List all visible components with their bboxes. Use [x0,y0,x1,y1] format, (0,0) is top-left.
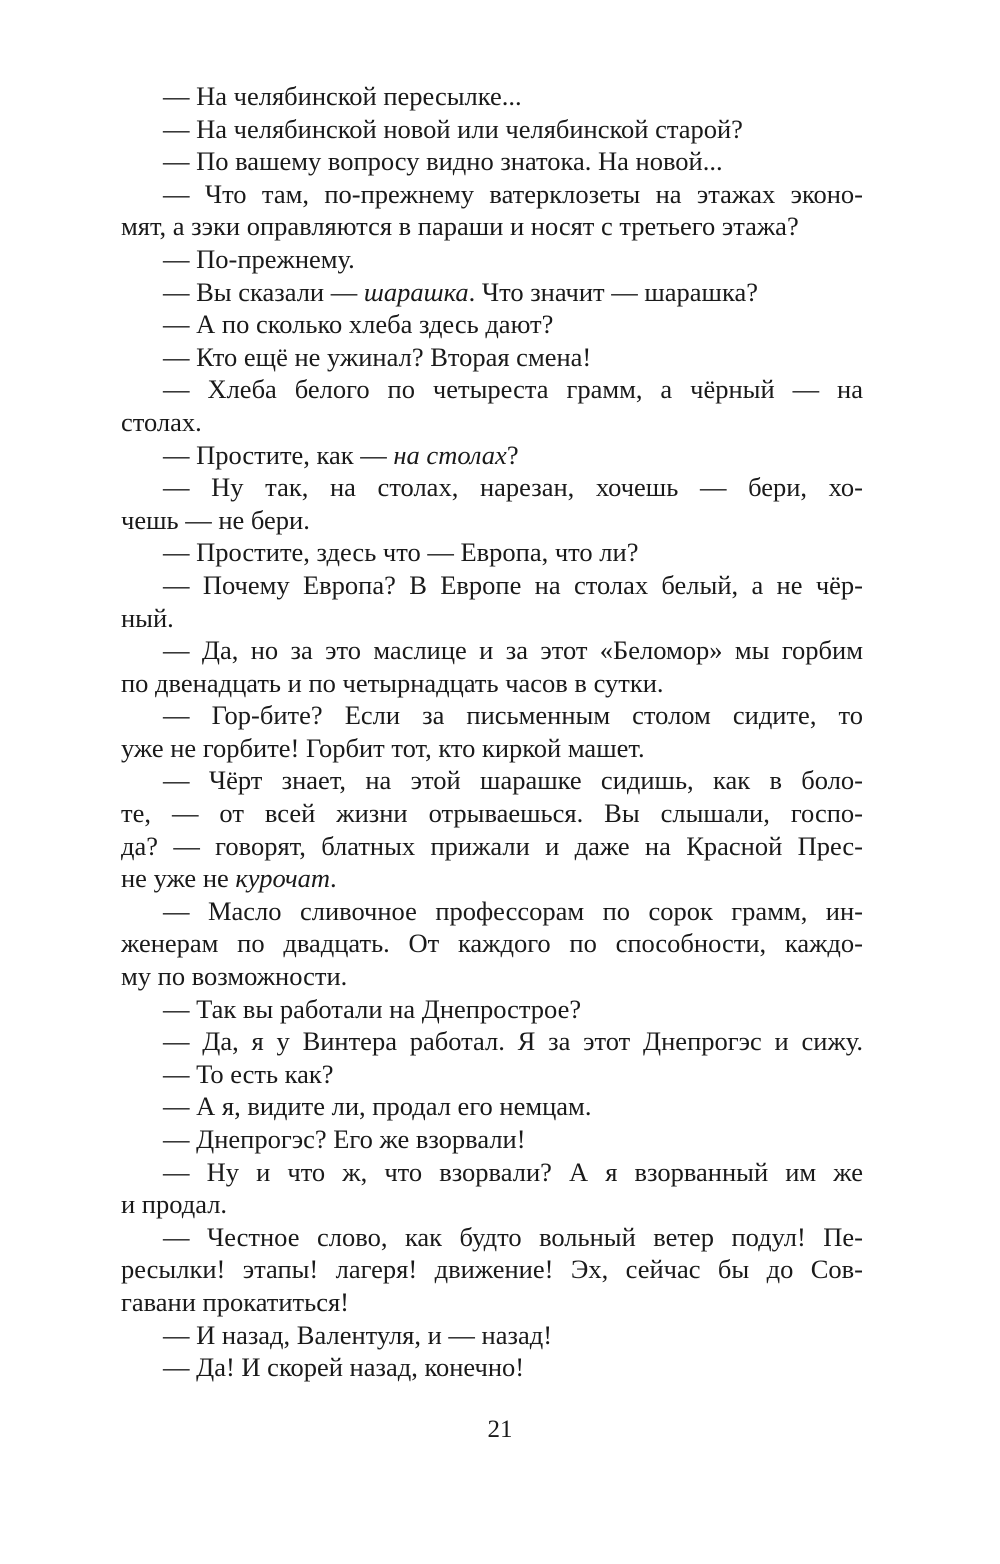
text-line [121,113,863,146]
text-segment: да? — говорят, блатных прижали и даже на Красной Прес- [121,830,863,861]
text-segment: — А я, видите ли, продал его немцам. [163,1091,592,1122]
page-number: 21 [487,1416,513,1443]
text-segment: — И назад, Валентуля, и — назад! [163,1319,553,1350]
text-segment: — По вашему вопросу видно знатока. На новой... [163,146,723,177]
text-line [121,634,863,667]
text-segment: мят, а зэки оправляются в параши и носят с третьего этажа? [121,211,799,242]
text-segment: — По-прежнему. [163,243,355,274]
text-line [121,1025,863,1058]
text-segment: — Да, я у Винтера работал. Я за этот Днепрогэс и сижу. [163,1026,863,1057]
text-line [121,1319,863,1352]
text-line [121,699,863,732]
dialogue-text [121,80,863,1384]
text-line [121,830,863,863]
text-segment: — На челябинской новой или челябинской старой? [163,113,743,144]
text-segment: — Чёрт знает, на этой шарашке сидишь, как в боло- [163,765,863,796]
text-line [121,1188,863,1221]
text-line [121,569,863,602]
text-line [121,471,863,504]
text-line [121,1351,863,1384]
italic-term: на столах [393,439,507,470]
text-segment: — Да! И скорей назад, конечно! [163,1352,525,1383]
text-line [121,504,863,537]
text-segment: — Честное слово, как будто вольный ветер подул! Пе- [163,1221,863,1252]
text-segment: — Ну так, на столах, нарезан, хочешь — бери, хо- [163,472,863,503]
text-segment: — Гор-бите? Если за письменным столом сидите, то [163,700,863,731]
text-segment: — Почему Европа? В Европе на столах белый, а не чёр- [163,569,863,600]
text-line [121,80,863,113]
text-line [121,308,863,341]
text-line [121,341,863,374]
text-segment: — Кто ещё не ужинал? Вторая смена! [163,341,592,372]
text-segment: те, — от всей жизни отрываешься. Вы слышали, госпо- [121,798,863,829]
text-line [121,927,863,960]
text-line [121,1221,863,1254]
text-line [121,993,863,1026]
text-line [121,1123,863,1156]
text-segment: — Что там, по-прежнему ватерклозеты на этажах эконо- [163,178,863,209]
text-line [121,1090,863,1123]
text-segment: чешь — не бери. [121,504,310,535]
text-line [121,178,863,211]
text-segment: . [330,863,337,894]
text-segment: — На челябинской пересылке... [163,81,522,111]
text-line [121,732,863,765]
text-line [121,145,863,178]
text-line [121,439,863,472]
text-line [121,895,863,928]
text-segment: — Ну и что ж, что взорвали? А я взорванный им же [163,1156,863,1187]
text-line [121,1058,863,1091]
text-line [121,862,863,895]
text-segment: женерам по двадцать. От каждого по способности, каждо- [121,928,863,959]
text-line [121,602,863,635]
text-line [121,1156,863,1189]
text-segment: — Вы сказали — [163,276,364,307]
text-segment: му по возможности. [121,961,348,992]
text-segment: не уже не [121,863,236,894]
text-line [121,764,863,797]
text-line [121,1286,863,1319]
text-segment: — Простите, здесь что — Европа, что ли? [163,537,639,568]
text-segment: ресылки! этапы! лагеря! движение! Эх, сейчас бы до Сов- [121,1254,863,1285]
text-line [121,797,863,830]
text-segment: — Да, но за это маслице и за этот «Беломор» мы горбим [163,635,863,666]
text-segment: — То есть как? [163,1058,334,1089]
text-segment: столах. [121,406,202,437]
text-segment: — Хлеба белого по четыреста грамм, а чёрный — на [163,374,863,405]
text-segment: — Так вы работали на Днепрострое? [163,993,582,1024]
text-segment: — А по сколько хлеба здесь дают? [163,309,554,340]
text-segment: . Что значит — шарашка? [468,276,758,307]
text-segment: уже не горбите! Горбит тот, кто киркой машет. [121,732,645,763]
text-line [121,276,863,309]
text-segment: ? [506,439,519,470]
text-line [121,536,863,569]
text-segment: гавани прокатиться! [121,1286,349,1317]
text-segment: — Простите, как — [163,439,394,470]
text-line [121,1253,863,1286]
text-segment: — Масло сливочное профессорам по сорок грамм, ин- [163,895,863,926]
italic-term: курочат [235,863,331,894]
text-line [121,210,863,243]
text-segment: по двенадцать и по четырнадцать часов в сутки. [121,667,664,698]
text-segment: и продал. [121,1189,228,1220]
text-line [121,243,863,276]
text-line [121,960,863,993]
italic-term: шарашка [363,276,469,307]
text-segment: ный. [121,602,174,633]
text-line [121,667,863,700]
text-line [121,373,863,406]
text-segment: — Днепрогэс? Его же взорвали! [163,1124,526,1154]
text-line [121,406,863,439]
